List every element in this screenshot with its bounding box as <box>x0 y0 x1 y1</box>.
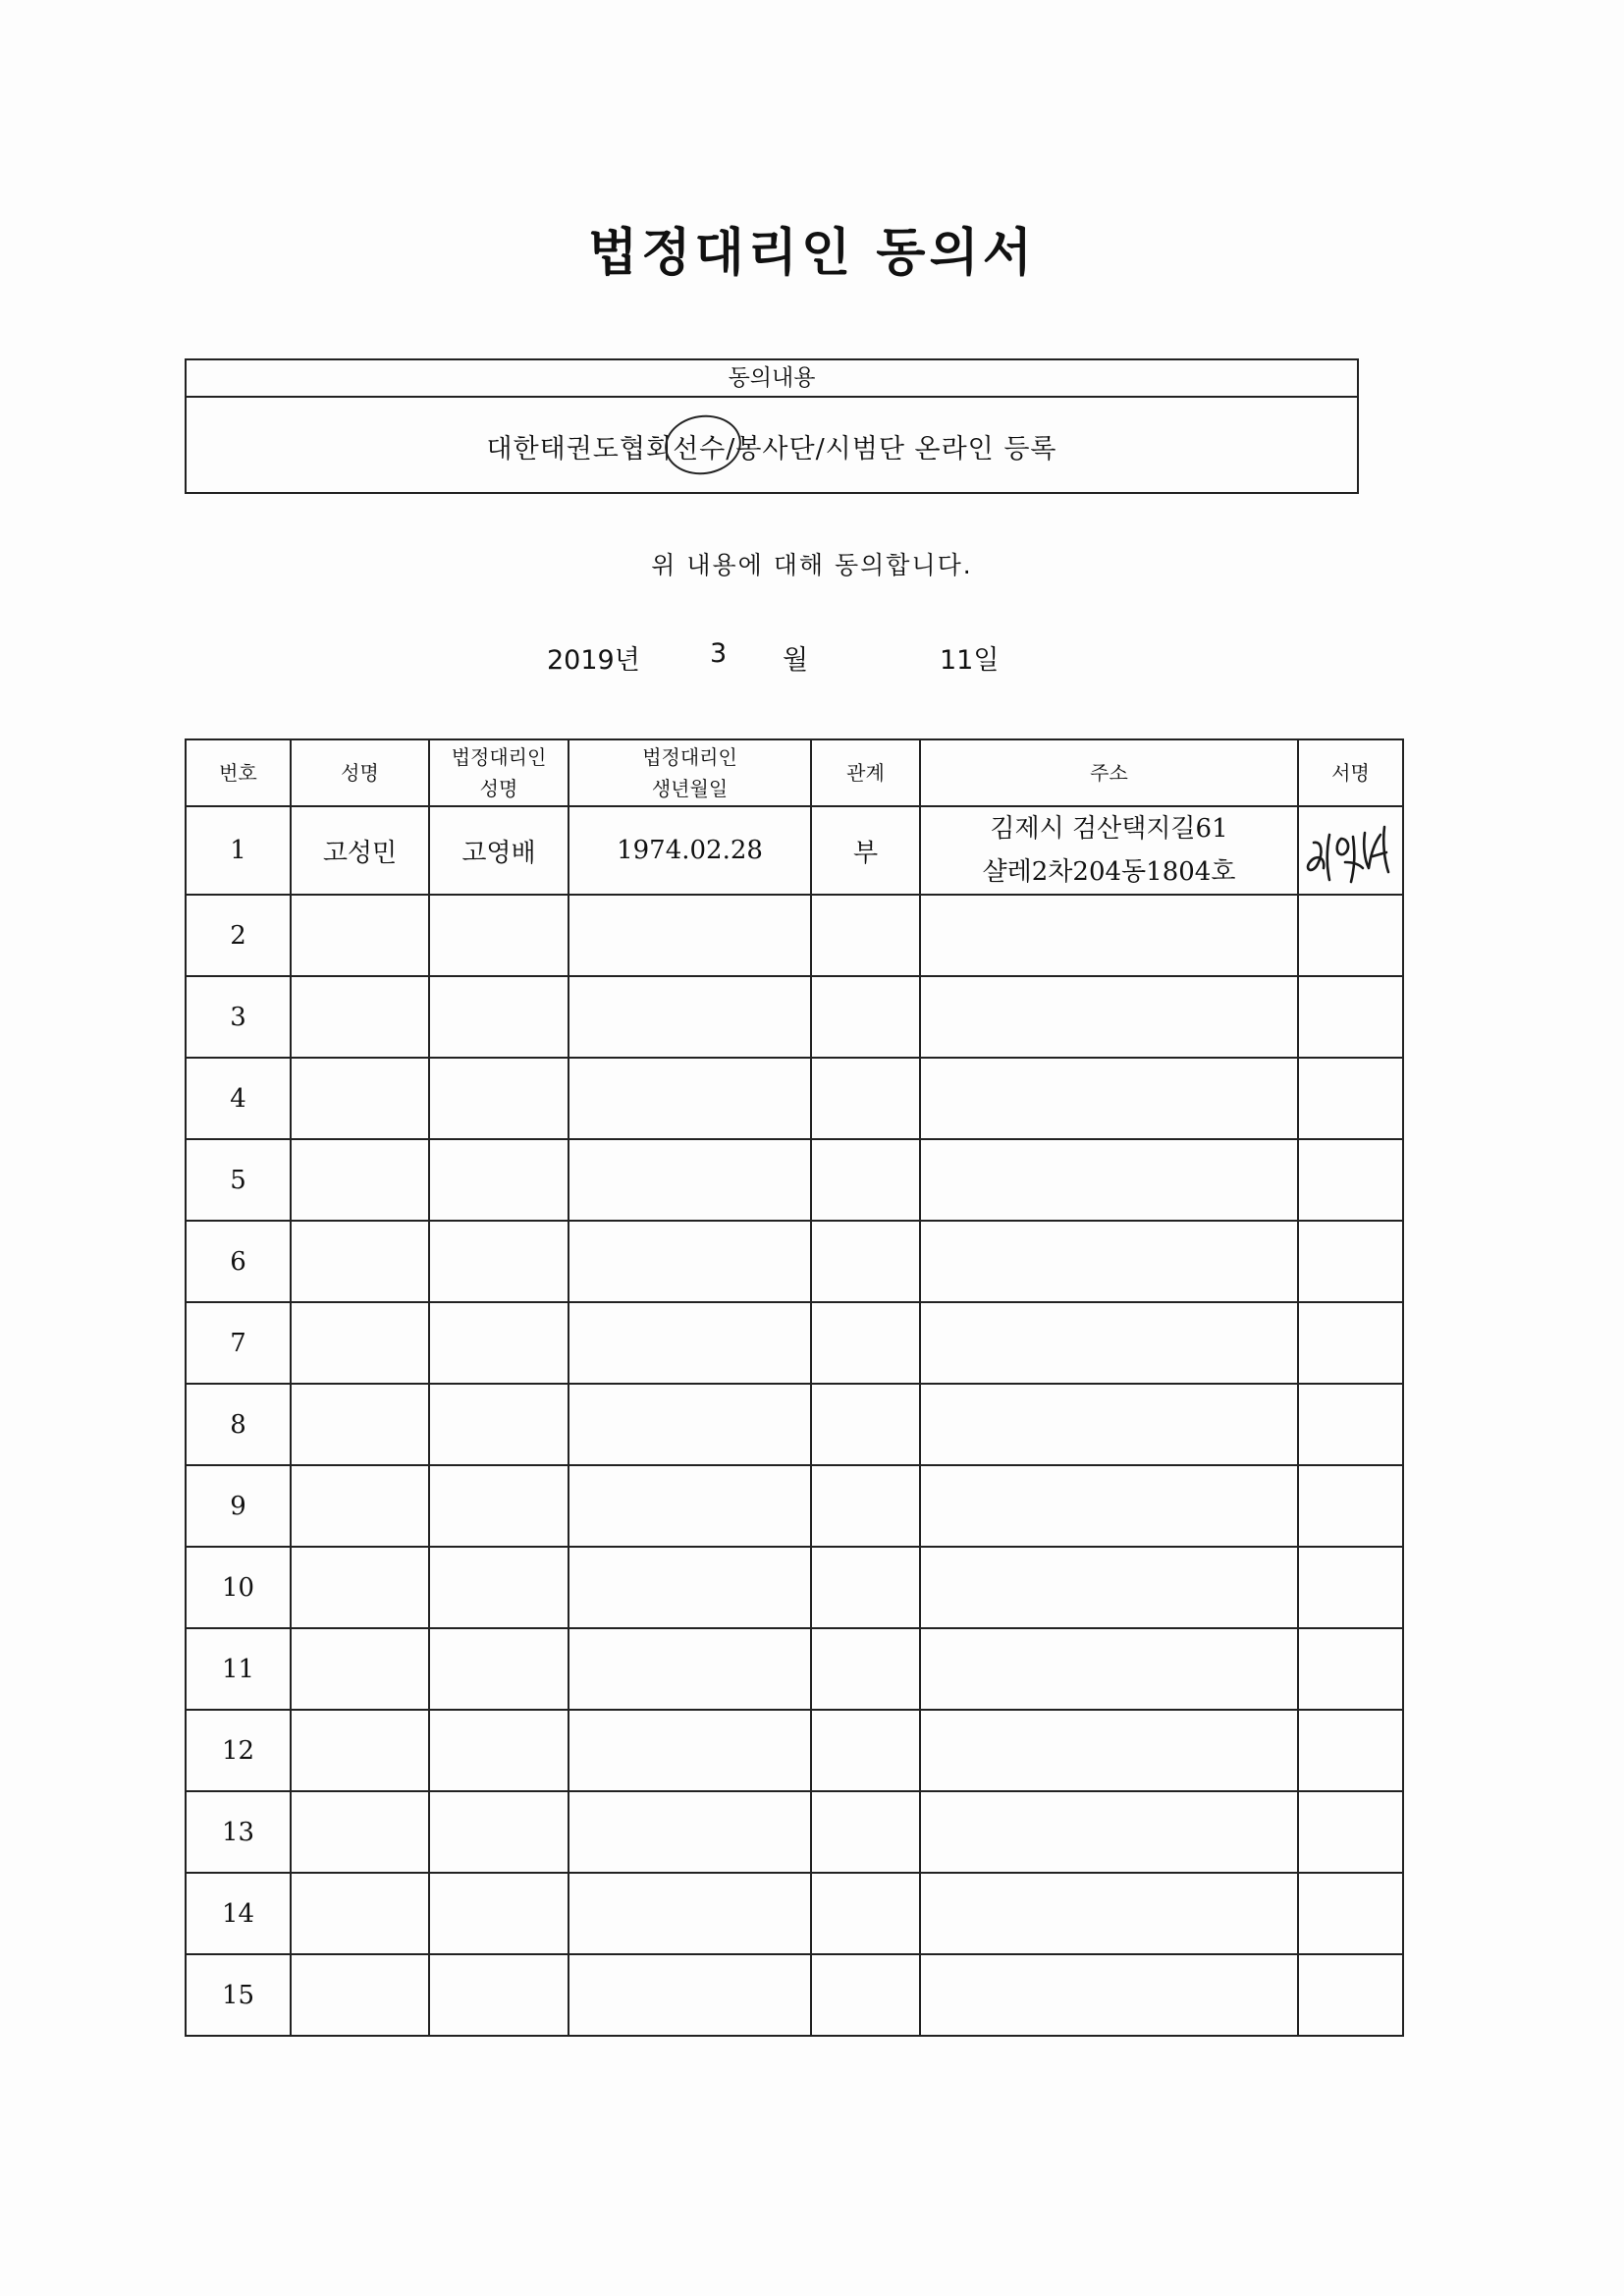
header-guardian-name-line1: 법정대리인 <box>451 745 547 769</box>
header-guardian-birth-line1: 법정대리인 <box>642 745 737 769</box>
header-signature: 서명 <box>1298 739 1403 806</box>
row-no: 6 <box>186 1221 291 1302</box>
row-address <box>920 806 1298 895</box>
header-guardian-birth-line2: 생년월일 <box>651 777 729 800</box>
row-signature <box>1298 806 1403 895</box>
row-relation: 부 <box>811 806 920 895</box>
row-no: 13 <box>186 1791 291 1873</box>
table-row <box>186 1791 1403 1873</box>
header-guardian-name <box>429 739 568 806</box>
date-month-label: 월 <box>783 645 809 676</box>
row-address-line2: 샬레2차204동1804호 <box>982 857 1236 887</box>
table-row <box>186 895 1403 976</box>
table-row <box>186 976 1403 1058</box>
row-no: 8 <box>186 1384 291 1465</box>
hand-drawn-circle <box>661 410 745 478</box>
table-row <box>186 1873 1403 1954</box>
header-guardian-name-line2: 성명 <box>479 777 518 800</box>
date-day: 11일 <box>940 645 1000 676</box>
agreement-statement: 위 내용에 대해 동의합니다. <box>651 551 973 579</box>
table-row <box>186 1384 1403 1465</box>
consent-content <box>187 398 1357 494</box>
table-row <box>186 1547 1403 1628</box>
row-no: 4 <box>186 1058 291 1139</box>
row-address-line1: 김제시 검산택지길61 <box>990 814 1228 844</box>
consent-text-before: 대한태권도협회 <box>486 433 674 465</box>
row-no: 12 <box>186 1710 291 1791</box>
table-row <box>186 806 1403 895</box>
row-guardian-birth: 1974.02.28 <box>568 806 811 895</box>
row-no: 10 <box>186 1547 291 1628</box>
table-row <box>186 1139 1403 1221</box>
row-no: 15 <box>186 1954 291 2036</box>
consent-text-after: /봉사단/시범단 온라인 등록 <box>726 433 1057 465</box>
row-no: 2 <box>186 895 291 976</box>
table-header-row <box>186 739 1403 806</box>
table-row <box>186 1954 1403 2036</box>
row-no: 5 <box>186 1139 291 1221</box>
row-no: 7 <box>186 1302 291 1384</box>
table-row <box>186 1628 1403 1710</box>
row-no: 9 <box>186 1465 291 1547</box>
table-row <box>186 1710 1403 1791</box>
row-no: 1 <box>186 806 291 895</box>
table-row <box>186 1302 1403 1384</box>
circled-option-text: 선수 <box>673 433 727 465</box>
consent-box <box>185 358 1359 494</box>
date-month: 3 <box>710 638 728 669</box>
header-address: 주소 <box>920 739 1298 806</box>
consent-header: 동의내용 <box>187 360 1357 398</box>
table-row <box>186 1058 1403 1139</box>
table-row <box>186 1465 1403 1547</box>
table-row <box>186 1221 1403 1302</box>
row-guardian-name: 고영배 <box>429 806 568 895</box>
row-no: 14 <box>186 1873 291 1954</box>
row-name: 고성민 <box>291 806 429 895</box>
row-no: 3 <box>186 976 291 1058</box>
date-year: 2019년 <box>547 645 640 676</box>
header-guardian-birth <box>568 739 811 806</box>
row-no: 11 <box>186 1628 291 1710</box>
header-name: 성명 <box>291 739 429 806</box>
handwritten-signature <box>1300 813 1402 888</box>
header-relation: 관계 <box>811 739 920 806</box>
guardian-table <box>185 738 1404 2037</box>
document-title: 법정대리인 동의서 <box>588 224 1036 283</box>
header-no: 번호 <box>186 739 291 806</box>
circled-option <box>673 427 726 465</box>
